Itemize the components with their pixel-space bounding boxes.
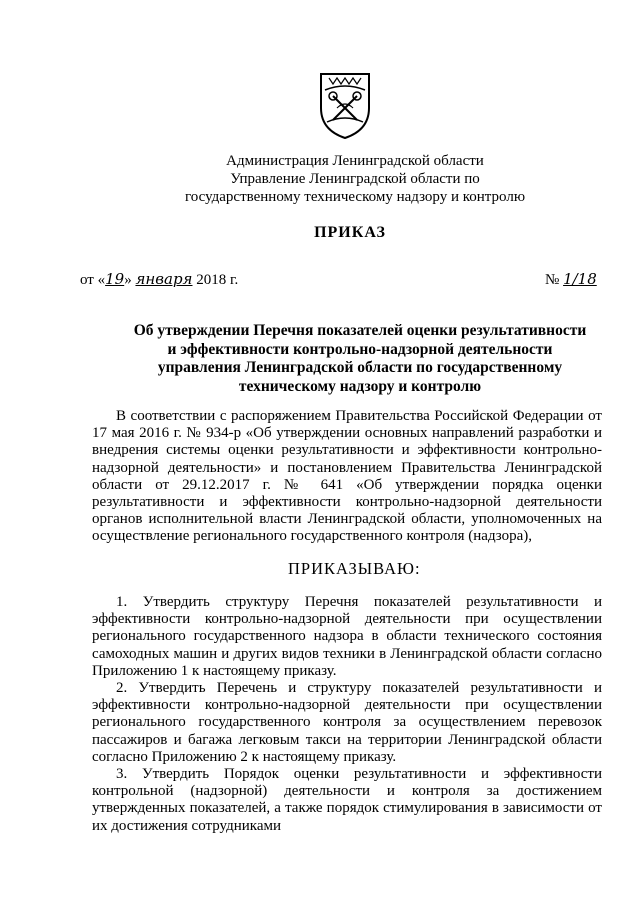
item-3-paragraph: 3. Утвердить Порядок оценки результативности и эффективности контрольной (надзорной) деятельности и контроля за достижением утвержденных показателей, а также порядок стимулирования в зависимости от их достижения сотрудниками [92, 766, 602, 834]
date-mid: » [124, 272, 132, 288]
subject-line-1: Об утверждении Перечня показателей оценки результативности [133, 322, 587, 339]
number-value: 1/18 [563, 270, 597, 288]
item-1-paragraph: 1. Утвердить структуру Перечня показателей результативности и эффективности контрольно-надзорной деятельности при осуществлении регионального государственного надзора в области технического состояния самоходных машин и других видов техники в Ленинградской области согласно Приложению 1 к настоящему приказу. [92, 594, 602, 679]
date-month: января [135, 270, 193, 288]
subject-line-2: и эффективности контрольно-надзорной деятельности [167, 340, 553, 358]
subject-line-3: управления Ленинградской области по государственному [157, 359, 563, 376]
document-subject [120, 322, 600, 396]
org-line-1: Администрация Ленинградской области [226, 153, 484, 169]
org-line-2: Управление Ленинградской области по [230, 171, 480, 187]
preamble-paragraph: В соответствии с распоряжением Правительства Российской Федерации от 17 мая 2016 г. № 934-р «Об утверждении основных направлений разработки и внедрения системы оценки результативности и эффективности контрольно-надзорной деятельности» и постановлением Правительства Ленинградской области от 29.12.2017 г. № 641 «Об утверждении порядка оценки результативности и эффективности контрольно-надзорной деятельности органов исполнительной власти Ленинградской области, уполномоченных на осуществление регионального государственного контроля (надзора), [92, 408, 602, 545]
date-day: 19 [105, 270, 125, 288]
org-line-3: государственному техническому надзору и контролю [184, 189, 526, 205]
number-prefix: № [545, 272, 560, 288]
item-2-paragraph: 2. Утвердить Перечень и структуру показателей результативности и эффективности контрольно-надзорной деятельности при осуществлении регионального государственного контроля за осуществлением перевозок пассажиров и багажа легковым такси на территории Ленинградской области согласно Приложению 2 к настоящему приказу. [92, 680, 602, 765]
subject-line-4: техническому надзору и контролю [238, 377, 482, 395]
coat-of-arms-emblem [315, 68, 375, 140]
date-prefix: от « [80, 272, 106, 288]
document-number [545, 270, 597, 289]
order-word: ПРИКАЗЫВАЮ: [288, 559, 421, 578]
document-date [80, 270, 238, 289]
document-type-title: ПРИКАЗ [314, 224, 386, 241]
date-year: 2018 г. [196, 272, 239, 288]
